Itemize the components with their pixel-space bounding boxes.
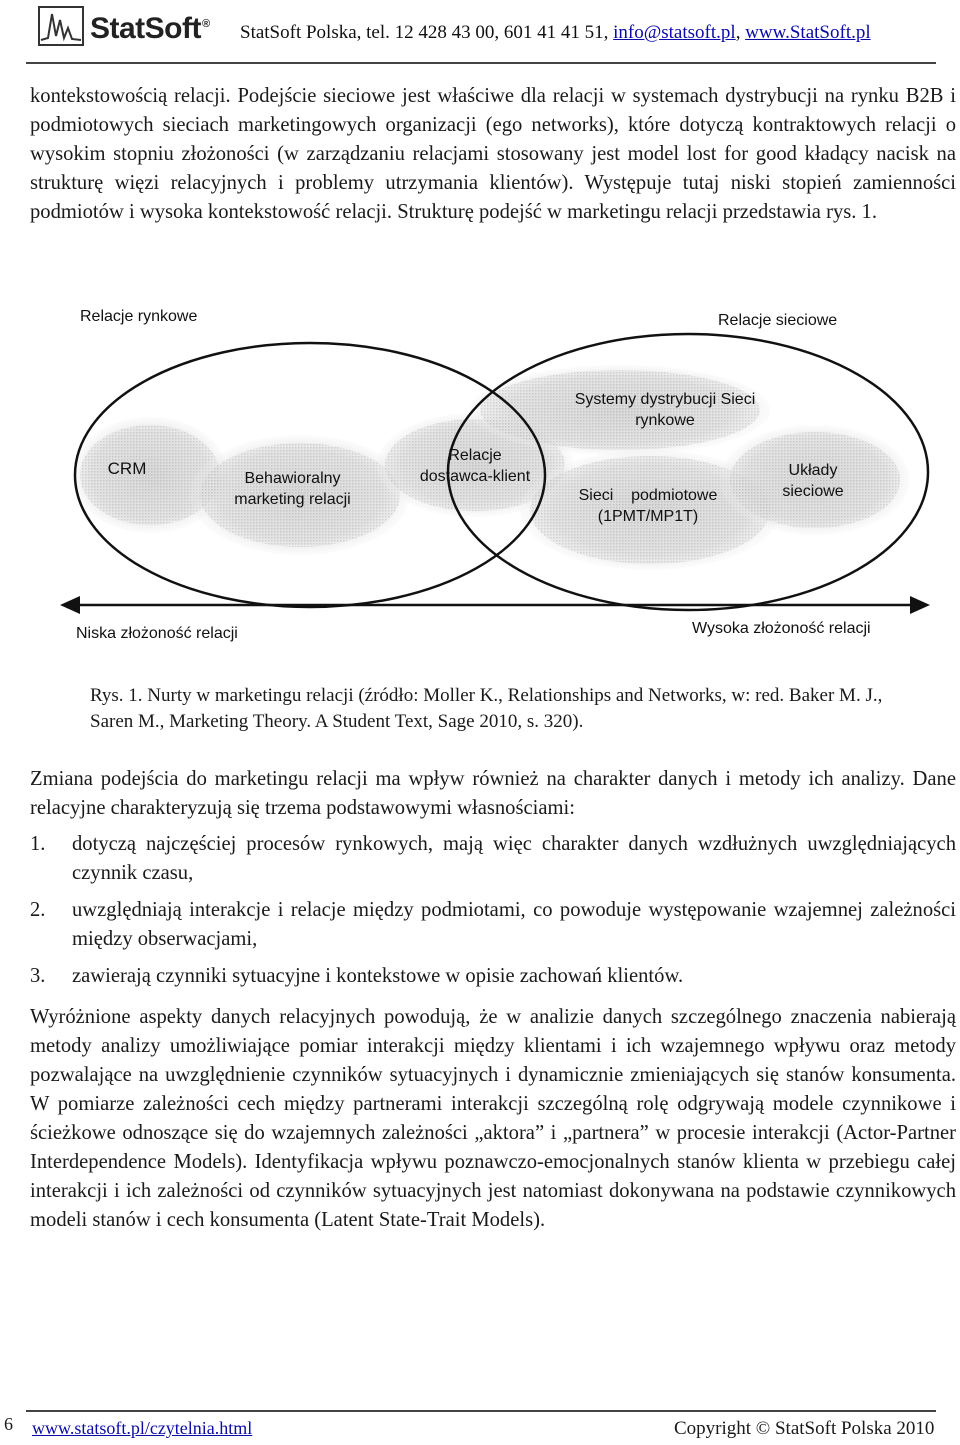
networks-label: Sieci podmiotowe (1PMT/MP1T) <box>578 487 718 525</box>
behavioral-label: Behawioralny marketing relacji <box>234 470 351 508</box>
body-paragraph-2: Zmiana podejścia do marketingu relacji ma wpływ również na charakter danych i metody ich analizy. Dane relacyjne charakteryzują się trzema podstawowymi własnościami: <box>30 768 956 819</box>
right-title: Relacje sieciowe <box>718 312 838 329</box>
figure-caption: Rys. 1. Nurty w marketingu relacji (źródło: Moller K., Relationships and Networks, w: red. Baker M. J., Saren M., Marketing Theory. A Student Text, Sage 2010, s. 320). <box>90 685 883 732</box>
email-link[interactable]: info@statsoft.pl <box>613 22 736 43</box>
high-complexity-label: Wysoka złożoność relacji <box>692 620 871 637</box>
body-paragraph-3: Wyróżnione aspekty danych relacyjnych powodują, że w analizie danych szczególnego znaczenia nabierają metody analizy umożliwiające pomiar interakcji między klientami i ich wzajemnego wpływu oraz metody pozwalające na uwzględnienie czynników sytuacyjnych i dynamicznie zmieniających się stanów konsumenta. W pomiarze zależności cech między partnerami interakcji szczególną rolę odgrywają modele czynnikowe i ścieżkowe odnoszące się do wzajemnych zależności „aktora” i „partnera” w procesie interakcji (Actor-Partner Interdependence Models). Identyfikacja wpływu poznawczo-emocjonalnych stanów klienta w przebiegu całej interakcji i ich zależności od czynników sytuacyjnych jest natomiast dokonywana na podstawie czynnikowych modeli stanów i cech konsumenta (Latent State-Trait Models). <box>30 1006 956 1231</box>
arrow-left-head <box>60 596 80 614</box>
page-header <box>0 0 960 62</box>
arrow-right-head <box>910 596 930 614</box>
left-title: Relacje rynkowe <box>80 308 198 325</box>
statsoft-logo-icon <box>38 6 84 46</box>
footer-link[interactable]: www.statsoft.pl/czytelnia.html <box>32 1418 253 1438</box>
systems-label: Systemy dystrybucji Sieci rynkowe <box>574 391 756 429</box>
crm-label: CRM <box>107 459 147 478</box>
properties-list <box>30 830 956 999</box>
header-divider <box>26 62 936 64</box>
footer-copyright: Copyright © StatSoft Polska 2010 <box>674 1418 935 1439</box>
supplier-label: Relacje dostawca-klient <box>419 447 531 485</box>
header-contact: StatSoft Polska, tel. 12 428 43 00, 601 41 41 51, info@statsoft.pl, www.StatSoft.pl <box>240 22 871 43</box>
low-complexity-label: Niska złożoność relacji <box>76 625 238 642</box>
page-number: 6 <box>4 1414 13 1434</box>
statsoft-logo-text: StatSoft® <box>90 12 210 45</box>
footer-divider <box>26 1410 936 1412</box>
list-item: 3. zawierają czynniki sytuacyjne i kontekstowe w opisie zachowań klientów. <box>30 965 684 987</box>
website-link[interactable]: www.StatSoft.pl <box>745 22 871 43</box>
relationship-marketing-diagram <box>40 300 940 650</box>
list-item: 1. dotyczą najczęściej procesów rynkowych, mają więc charakter danych wzdłużnych uwzględniających czynnik czasu, <box>30 833 956 884</box>
body-paragraph-1: kontekstowością relacji. Podejście sieciowe jest właściwe dla relacji w systemach dystrybucji na rynku B2B i podmiotowych sieciach marketingowych organizacji (ego networks), które dotyczą kontraktowych relacji o wysokim stopniu złożoności (w zarządzaniu relacjami stosowany jest model lost for good kładący nacisk na strukturę więzi relacyjnych i problemy utrzymania klientów). Występuje tutaj niski stopień zamienności podmiotów i wysoka kontekstowość relacji. Strukturę podejść w marketingu relacji przedstawia rys. 1. <box>30 85 956 223</box>
list-item: 2. uwzględniają interakcje i relacje między podmiotami, co powoduje występowanie wzajemnej zależności między obserwacjami, <box>30 899 956 950</box>
network-systems-label: Układy sieciowe <box>782 462 844 500</box>
